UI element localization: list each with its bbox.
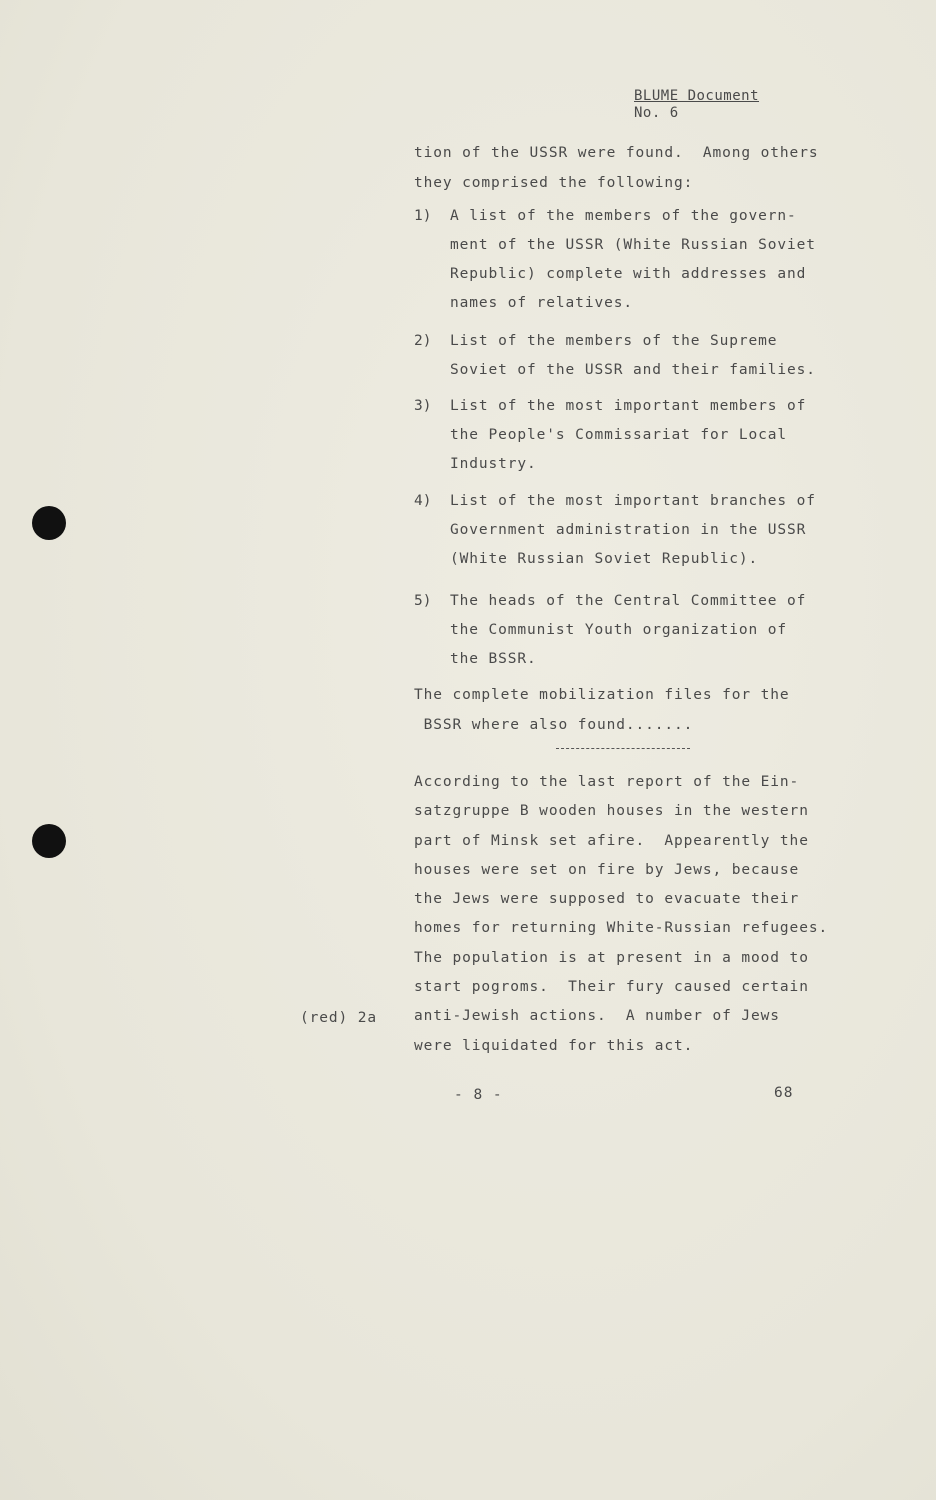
list-item-text: A list of the members of the govern- ment of the USSR (White Russian Soviet Republic) complete with addresses and names of relatives. xyxy=(450,208,816,311)
intro-paragraph: tion of the USSR were found. Among others they comprised the following: xyxy=(414,145,819,191)
section-divider xyxy=(556,748,690,749)
list-item-text: List of the members of the Supreme Soviet of the USSR and their families. xyxy=(450,333,816,378)
page-number: - 8 - xyxy=(454,1087,503,1103)
punch-hole xyxy=(32,824,66,858)
margin-note: (red) 2a xyxy=(300,1010,378,1026)
list-item-text: List of the most important branches of Government administration in the USSR (White Russian Soviet Republic). xyxy=(450,493,816,567)
document-header xyxy=(634,88,759,122)
mobilization-paragraph: The complete mobilization files for the BSSR where also found....... xyxy=(414,687,790,733)
list-item-number: 4) xyxy=(414,493,432,509)
list-item-text: List of the most important members of the People's Commissariat for Local Industry. xyxy=(450,398,807,472)
list-item-number: 5) xyxy=(414,593,432,609)
list-item-text: The heads of the Central Committee of the Communist Youth organization of the BSSR. xyxy=(450,593,807,667)
folio-number: 68 xyxy=(774,1085,794,1101)
document-label: BLUME Document xyxy=(634,88,760,104)
list-item-number: 3) xyxy=(414,398,432,414)
report-paragraph: According to the last report of the Ein- satzgruppe B wooden houses in the western part of Minsk set afire. Appearently the houses were set on fire by Jews, because the Jews were supposed to evacuate their homes for returning White-Russian refugees. The population is at present in a mood to start pogroms. Their fury caused certain anti-Jewish actions. A number of Jews were liquidated for this act. xyxy=(414,774,829,1054)
punch-hole xyxy=(32,506,66,540)
document-number: No. 6 xyxy=(634,105,679,121)
list-item-number: 1) xyxy=(414,208,432,224)
list-item-number: 2) xyxy=(414,333,432,349)
